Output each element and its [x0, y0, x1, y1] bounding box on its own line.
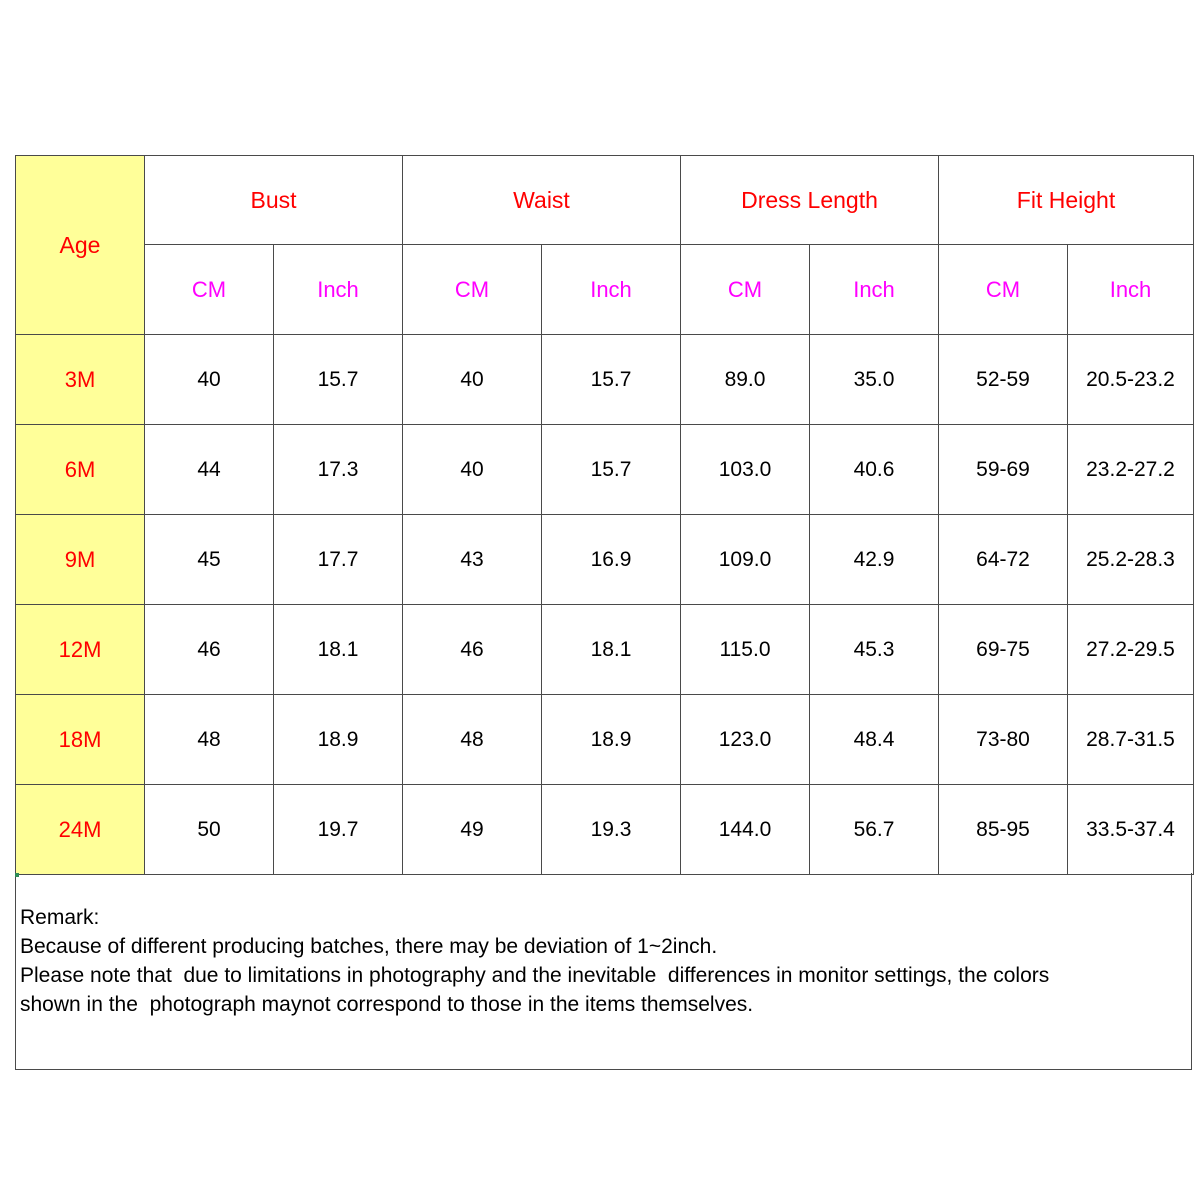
table-cell: 46: [145, 605, 274, 695]
table-cell: 28.7-31.5: [1068, 695, 1194, 785]
table-cell: 46: [403, 605, 542, 695]
dress-length-header: Dress Length: [681, 156, 939, 245]
table-cell: 18.9: [274, 695, 403, 785]
bust-header: Bust: [145, 156, 403, 245]
table-cell: 16.9: [542, 515, 681, 605]
table-cell: 33.5-37.4: [1068, 785, 1194, 875]
table-row: [16, 695, 1194, 785]
unit-header-row: [16, 245, 1194, 335]
table-cell: 19.3: [542, 785, 681, 875]
table-cell: 89.0: [681, 335, 810, 425]
remark-section: [15, 873, 1192, 1070]
unit-header: CM: [681, 245, 810, 335]
table-cell: 49: [403, 785, 542, 875]
table-cell: 40: [403, 335, 542, 425]
table-cell: 17.7: [274, 515, 403, 605]
unit-header: CM: [145, 245, 274, 335]
age-cell: 6M: [16, 425, 145, 515]
table-cell: 15.7: [274, 335, 403, 425]
table-cell: 45: [145, 515, 274, 605]
fit-height-header: Fit Height: [939, 156, 1194, 245]
remark-line: Please note that due to limitations in photography and the inevitable differences in monitor settings, the colors: [20, 964, 1050, 987]
remark-line: Because of different producing batches, there may be deviation of 1~2inch.: [20, 935, 718, 958]
cell-corner-marker: [15, 873, 19, 877]
table-cell: 115.0: [681, 605, 810, 695]
table-cell: 109.0: [681, 515, 810, 605]
table-cell: 64-72: [939, 515, 1068, 605]
table-cell: 25.2-28.3: [1068, 515, 1194, 605]
table-row: [16, 785, 1194, 875]
table-cell: 69-75: [939, 605, 1068, 695]
unit-header: Inch: [810, 245, 939, 335]
age-cell: 12M: [16, 605, 145, 695]
size-chart-table: [15, 155, 1194, 875]
table-cell: 20.5-23.2: [1068, 335, 1194, 425]
waist-header: Waist: [403, 156, 681, 245]
table-cell: 42.9: [810, 515, 939, 605]
table-row: [16, 605, 1194, 695]
table-cell: 48: [403, 695, 542, 785]
table-cell: 15.7: [542, 425, 681, 515]
table-cell: 73-80: [939, 695, 1068, 785]
table-cell: 56.7: [810, 785, 939, 875]
table-cell: 59-69: [939, 425, 1068, 515]
remark-title: Remark:: [20, 906, 100, 929]
table-row: [16, 425, 1194, 515]
table-cell: 18.1: [542, 605, 681, 695]
table-cell: 48: [145, 695, 274, 785]
table-cell: 40: [145, 335, 274, 425]
unit-header: CM: [939, 245, 1068, 335]
table-cell: 43: [403, 515, 542, 605]
table-cell: 40: [403, 425, 542, 515]
table-cell: 18.1: [274, 605, 403, 695]
table-cell: 85-95: [939, 785, 1068, 875]
table-row: [16, 515, 1194, 605]
age-cell: 18M: [16, 695, 145, 785]
table-cell: 44: [145, 425, 274, 515]
table-cell: 52-59: [939, 335, 1068, 425]
table-cell: 48.4: [810, 695, 939, 785]
remark-line: shown in the photograph maynot correspond to those in the items themselves.: [20, 993, 754, 1016]
table-cell: 144.0: [681, 785, 810, 875]
unit-header: Inch: [274, 245, 403, 335]
table-cell: 35.0: [810, 335, 939, 425]
table-cell: 15.7: [542, 335, 681, 425]
table-cell: 27.2-29.5: [1068, 605, 1194, 695]
table-cell: 18.9: [542, 695, 681, 785]
unit-header: Inch: [1068, 245, 1194, 335]
table-cell: 45.3: [810, 605, 939, 695]
table-cell: 50: [145, 785, 274, 875]
table-cell: 19.7: [274, 785, 403, 875]
table-cell: 40.6: [810, 425, 939, 515]
age-cell: 9M: [16, 515, 145, 605]
table-row: [16, 335, 1194, 425]
unit-header: CM: [403, 245, 542, 335]
age-header: Age: [16, 156, 145, 335]
age-cell: 24M: [16, 785, 145, 875]
table-cell: 103.0: [681, 425, 810, 515]
age-cell: 3M: [16, 335, 145, 425]
table-cell: 17.3: [274, 425, 403, 515]
group-header-row: [16, 156, 1194, 245]
unit-header: Inch: [542, 245, 681, 335]
table-cell: 123.0: [681, 695, 810, 785]
table-cell: 23.2-27.2: [1068, 425, 1194, 515]
